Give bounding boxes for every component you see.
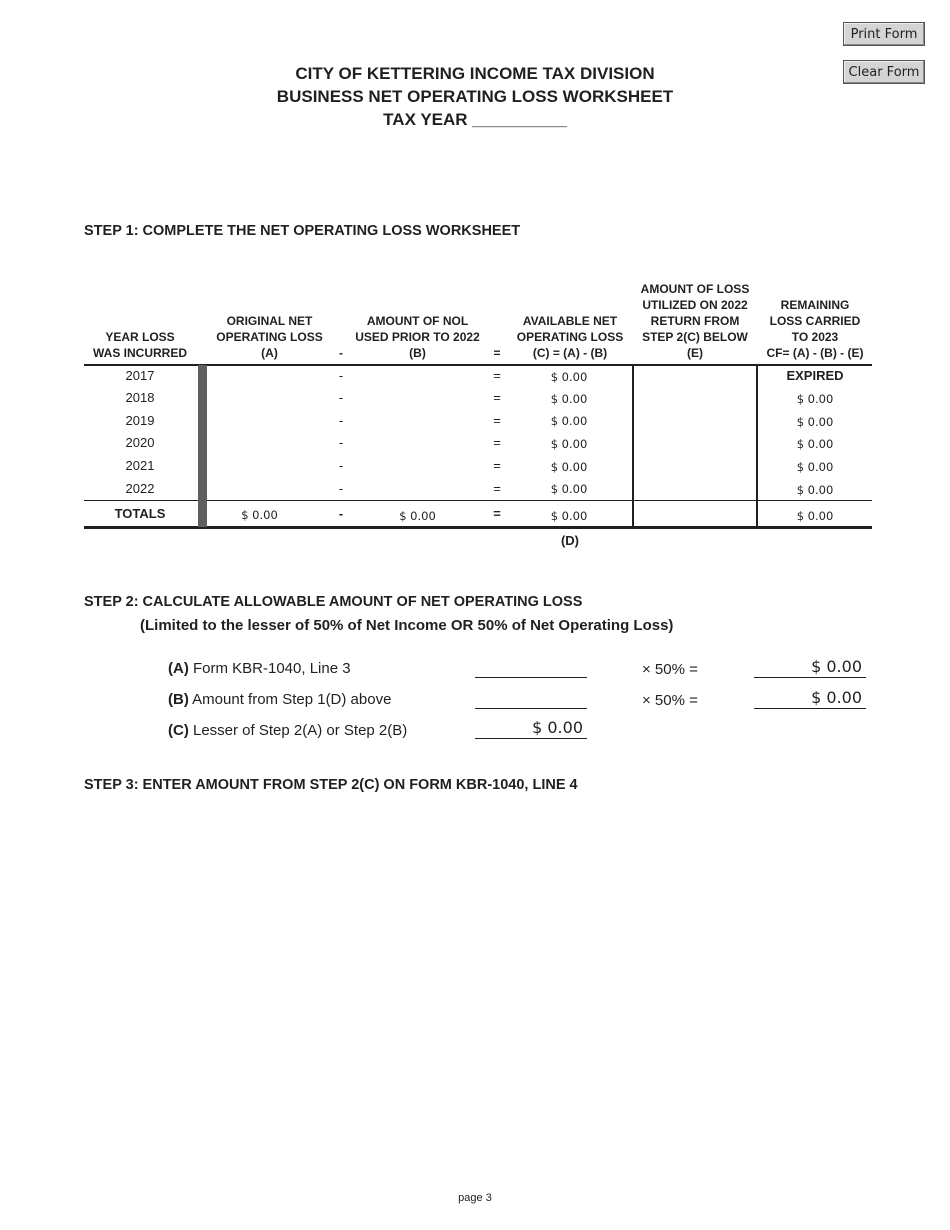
step1-heading: STEP 1: COMPLETE THE NET OPERATING LOSS WORKSHEET <box>84 223 521 239</box>
equals-sign: = <box>493 458 501 473</box>
col-header-utilized: AMOUNT OF LOSS UTILIZED ON 2022 RETURN FROM STEP 2(C) BELOW (E) <box>640 282 750 360</box>
remaining-cell: $ 0.00 <box>796 437 834 451</box>
remaining-cell: $ 0.00 <box>796 483 834 497</box>
form-title-line2: BUSINESS NET OPERATING LOSS WORKSHEET <box>276 87 674 106</box>
step2-line-c-tag: (C) <box>168 722 189 739</box>
year-cell: 2021 <box>125 458 155 473</box>
line-c-result: $ 0.00 <box>475 717 587 739</box>
year-cell: 2020 <box>125 435 155 450</box>
step2-line-b-text: Amount from Step 1(D) above <box>188 691 392 708</box>
total-d-label: (D) <box>560 533 580 548</box>
year-cell: 2022 <box>125 481 155 496</box>
available-cell: $ 0.00 <box>550 370 588 384</box>
available-cell: $ 0.00 <box>550 414 588 428</box>
totals-minus-sign: - <box>338 506 344 521</box>
remaining-cell: $ 0.00 <box>796 460 834 474</box>
form-title-line1: CITY OF KETTERING INCOME TAX DIVISION <box>295 64 655 83</box>
minus-sign: - <box>338 390 344 405</box>
step2-line-b-tag: (B) <box>168 691 189 708</box>
available-cell: $ 0.00 <box>550 482 588 496</box>
shaded-column-bar <box>198 365 207 527</box>
col-header-year: YEAR LOSS WAS INCURRED <box>92 330 187 360</box>
step2-subheading: (Limited to the lesser of 50% of Net Income OR 50% of Net Operating Loss) <box>140 617 674 634</box>
totals-equals-sign: = <box>493 506 501 521</box>
available-cell: $ 0.00 <box>550 460 588 474</box>
totals-remaining: $ 0.00 <box>796 509 834 523</box>
col-header-available: AVAILABLE NET OPERATING LOSS (C) = (A) - (B) <box>516 314 624 360</box>
minus-sign: - <box>338 435 344 450</box>
step2-line-a-tag: (A) <box>168 660 189 677</box>
col-header-original: ORIGINAL NET OPERATING LOSS (A) <box>216 314 323 360</box>
equals-sign: = <box>493 390 501 405</box>
col-header-used: AMOUNT OF NOL USED PRIOR TO 2022 (B) <box>355 314 480 360</box>
year-cell: 2018 <box>125 390 155 405</box>
line-b-result: $ 0.00 <box>754 687 866 709</box>
line-a-input[interactable] <box>475 656 587 678</box>
equals-sign: = <box>493 413 501 428</box>
step3-heading: STEP 3: ENTER AMOUNT FROM STEP 2(C) ON FORM KBR-1040, LINE 4 <box>84 777 578 793</box>
equals-sign: = <box>493 435 501 450</box>
totals-available: $ 0.00 <box>550 509 588 523</box>
line-b-multiplier: × 50% = <box>642 692 698 709</box>
minus-sign: - <box>338 413 344 428</box>
step2-heading: STEP 2: CALCULATE ALLOWABLE AMOUNT OF NET OPERATING LOSS <box>84 594 583 610</box>
minus-sign: - <box>338 458 344 473</box>
step2-line-b-label <box>168 691 391 708</box>
remaining-cell: EXPIRED <box>786 368 844 383</box>
column-divider-left <box>632 365 634 527</box>
equals-sign: = <box>493 481 501 496</box>
totals-label: TOTALS <box>114 506 166 521</box>
col-header-minus: - <box>339 346 343 360</box>
step2-line-c-label <box>168 722 407 739</box>
col-header-remaining: REMAINING LOSS CARRIED TO 2023 CF= (A) - (B) - (E) <box>766 298 864 360</box>
line-a-multiplier: × 50% = <box>642 661 698 678</box>
line-a-result: $ 0.00 <box>754 656 866 678</box>
totals-original: $ 0.00 <box>241 508 278 522</box>
print-form-button[interactable]: Print Form <box>843 22 925 46</box>
minus-sign: - <box>338 368 344 383</box>
minus-sign: - <box>338 481 344 496</box>
remaining-cell: $ 0.00 <box>796 415 834 429</box>
step2-line-a-text: Form KBR-1040, Line 3 <box>188 660 351 677</box>
year-cell: 2019 <box>125 413 155 428</box>
tax-year-line: TAX YEAR __________ <box>383 110 567 129</box>
step2-line-c-text: Lesser of Step 2(A) or Step 2(B) <box>188 722 408 739</box>
col-header-equals: = <box>493 346 501 360</box>
totals-used: $ 0.00 <box>399 509 436 523</box>
clear-form-button[interactable]: Clear Form <box>843 60 925 84</box>
equals-sign: = <box>493 368 501 383</box>
step2-line-a-label <box>168 660 351 677</box>
year-cell: 2017 <box>125 368 155 383</box>
available-cell: $ 0.00 <box>550 392 588 406</box>
available-cell: $ 0.00 <box>550 437 588 451</box>
line-b-input[interactable] <box>475 687 587 709</box>
remaining-cell: $ 0.00 <box>796 392 834 406</box>
page-number: page 3 <box>458 1192 492 1204</box>
